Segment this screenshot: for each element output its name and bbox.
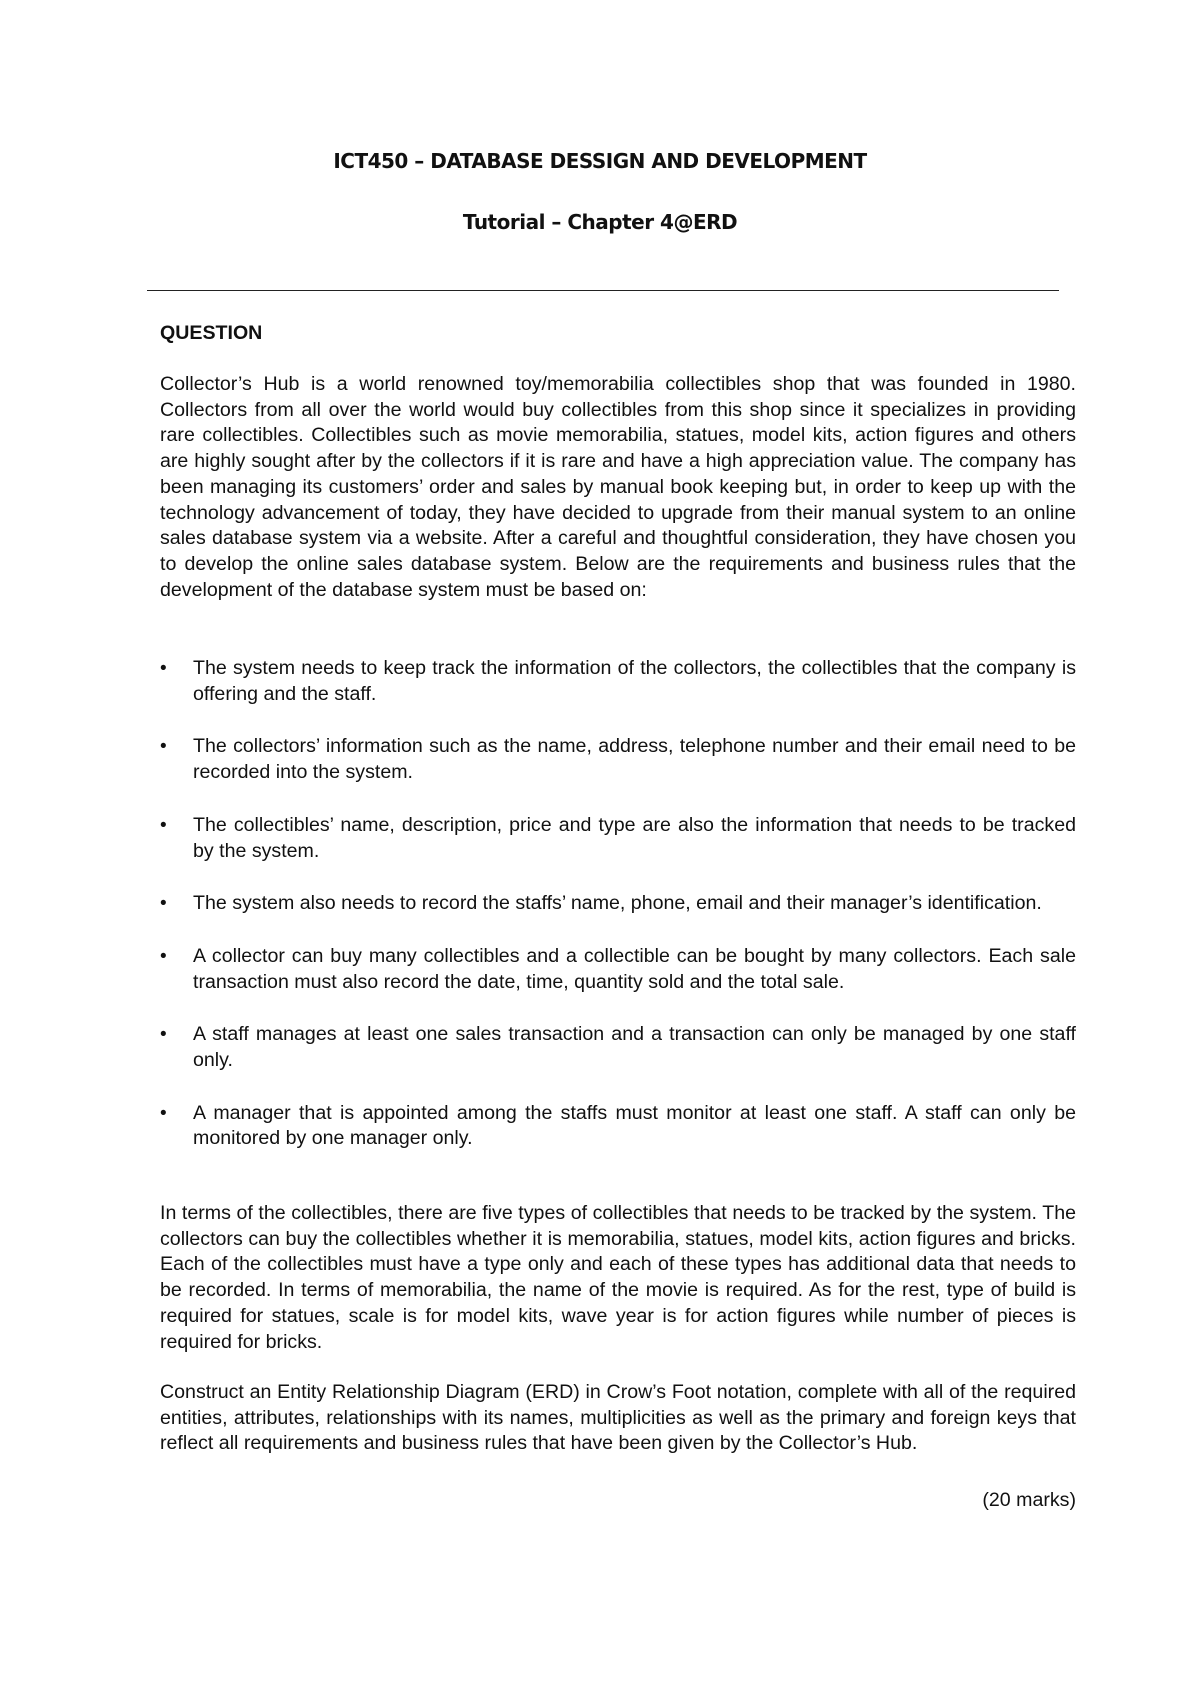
list-item-text: A collector can buy many collectibles and a collectible can be bought by many collectors. Each sale transaction must also record the date, time, quantity sold and the total sale.: [193, 944, 1076, 993]
list-item-text: The system needs to keep track the information of the collectors, the collectibles that the company is offering and the staff.: [193, 657, 1076, 705]
list-item-text: The system also needs to record the staffs’ name, phone, email and their manager’s identification.: [193, 892, 1042, 915]
document-title: ICT450 – DATABASE DESSIGN AND DEVELOPMENT: [333, 149, 867, 173]
list-item: [160, 734, 1076, 785]
document-subtitle: Tutorial – Chapter 4@ERD: [462, 210, 738, 234]
bullet-icon: •: [160, 1102, 167, 1124]
list-item-text: A staff manages at least one sales transaction and a transaction can only be managed by one staff only.: [193, 1023, 1076, 1072]
bullet-icon: •: [160, 814, 167, 836]
list-item-text: The collectors’ information such as the name, address, telephone number and their email need to be recorded into the system.: [193, 735, 1076, 784]
requirements-list: [160, 656, 1076, 1179]
bullet-icon: •: [160, 893, 167, 915]
list-item: [160, 656, 1076, 707]
collectible-types-paragraph: In terms of the collectibles, there are five types of collectibles that needs to be tracked by the system. The collectors can buy the collectibles whether it is memorabilia, statues, model kits, action figures and bricks. Each of the collectibles must have a type only and each of these types has additional data that needs to be recorded. In terms of memorabilia, the name of the movie is required. As for the rest, type of build is required for statues, scale is for model kits, wave year is for action figures while number of pieces is required for bricks.: [160, 1202, 1076, 1353]
list-item-text: The collectibles’ name, description, price and type are also the information that needs to be tracked by the system.: [193, 813, 1076, 862]
question-heading: QUESTION: [160, 322, 263, 344]
list-item: [160, 891, 1076, 917]
task-paragraph: Construct an Entity Relationship Diagram (ERD) in Crow’s Foot notation, complete with all of the required entities, attributes, relationships with its names, multiplicities as well as the primary and foreign keys that reflect all requirements and business rules that have been given by the Collector’s Hub.: [160, 1381, 1076, 1455]
bullet-icon: •: [160, 1024, 167, 1046]
bullet-icon: •: [160, 736, 167, 758]
horizontal-divider: [147, 290, 1059, 291]
list-item: [160, 944, 1076, 995]
list-item-text: A manager that is appointed among the staffs must monitor at least one staff. A staff can only be monitored by one manager only.: [193, 1101, 1076, 1150]
list-item: [160, 813, 1076, 864]
list-item: [160, 1101, 1076, 1152]
marks-label: (20 marks): [982, 1489, 1076, 1511]
list-item: [160, 1022, 1076, 1073]
intro-paragraph: Collector’s Hub is a world renowned toy/memorabilia collectibles shop that was founded in 1980. Collectors from all over the world would buy collectibles from this shop since it specializes in providing rare collectibles. Collectibles such as movie memorabilia, statues, model kits, action figures and others are highly sought after by the collectors if it is rare and have a high appreciation value. The company has been managing its customers’ order and sales by manual book keeping but, in order to keep up with the technology advancement of today, they have decided to upgrade from their manual system to an online sales database system via a website. After a careful and thoughtful consideration, they have chosen you to develop the online sales database system. Below are the requirements and business rules that the development of the database system must be based on:: [160, 373, 1076, 601]
bullet-icon: •: [160, 658, 167, 679]
bullet-icon: •: [160, 945, 167, 967]
